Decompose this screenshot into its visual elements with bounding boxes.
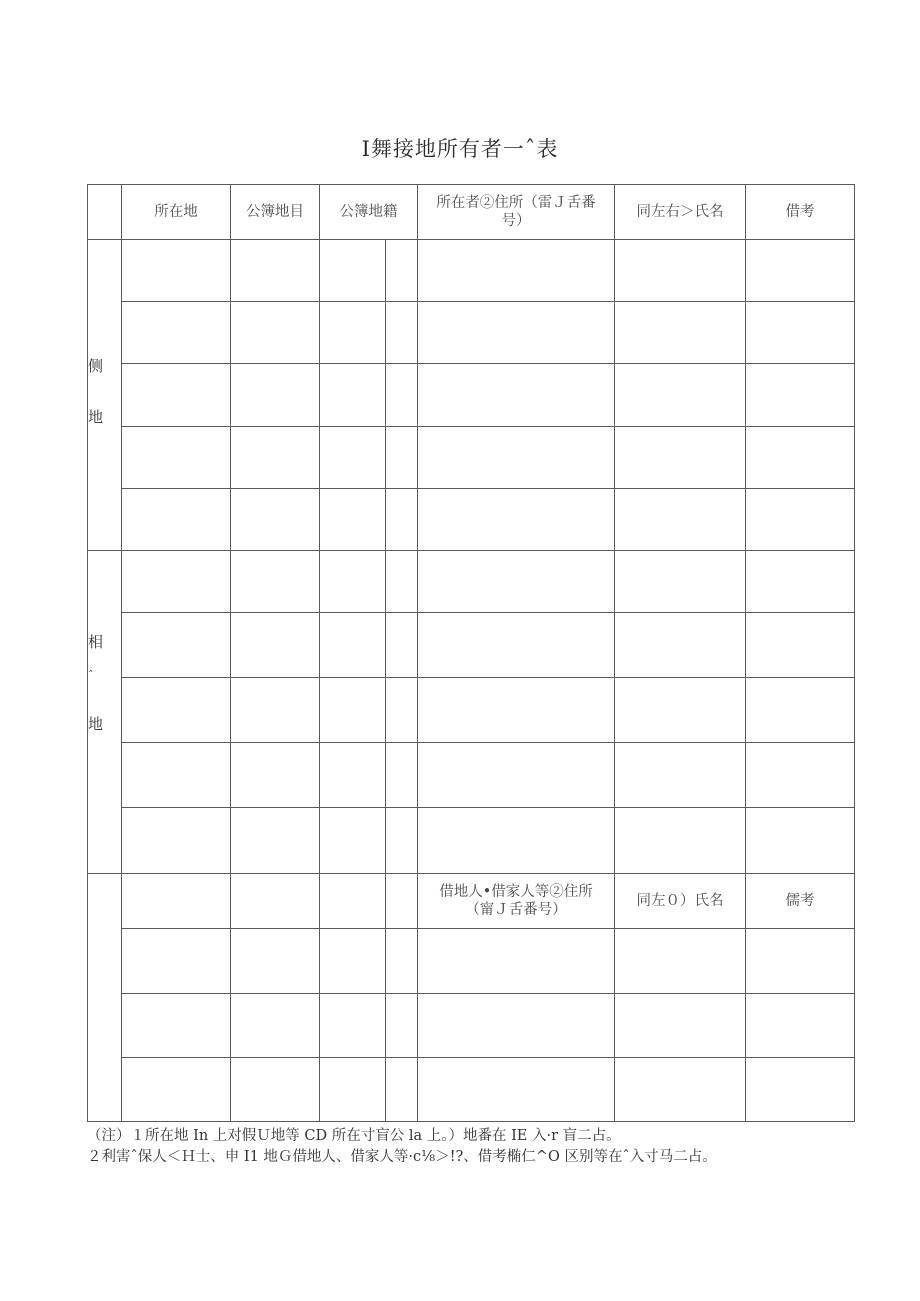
subheader-tenant-address [418,874,615,929]
cell-address[interactable] [418,613,615,678]
table-row [88,743,855,808]
cell-area-sub[interactable] [386,427,418,489]
cell-location[interactable] [122,489,231,551]
cell-remarks[interactable] [746,1058,855,1122]
cell-location[interactable] [122,427,231,489]
cell-area[interactable] [320,994,386,1058]
header-remarks: 借考 [746,185,855,240]
cell-category[interactable] [231,240,320,302]
cell-address[interactable] [418,678,615,743]
cell-category[interactable] [231,427,320,489]
cell-category[interactable] [231,994,320,1058]
cell-category[interactable] [231,364,320,427]
cell-area-sub[interactable] [386,240,418,302]
subheader-tenant-name: 同左０）氏名 [615,874,746,929]
cell-address[interactable] [418,1058,615,1122]
group-label-2 [88,551,122,874]
cell-category[interactable] [231,551,320,613]
cell-address[interactable] [418,364,615,427]
note-line-1: （注）１所在地 In 上对假Ｕ地等 CD 所在寸盲公 la 上。）地番在 IE 入·r 盲二占。 [87,1128,621,1144]
header-owner-name: 同左右＞氏名 [615,185,746,240]
cell-address[interactable] [418,743,615,808]
header-location: 所在地 [122,185,231,240]
cell-name[interactable] [615,613,746,678]
table-row [88,678,855,743]
cell-location[interactable] [122,613,231,678]
cell-remarks[interactable] [746,364,855,427]
header-corner-cell [88,185,122,240]
cell-area[interactable] [320,427,386,489]
group-label-3 [88,874,122,1122]
header-owner-address [418,185,615,240]
group2-char-2: ˆ [88,669,94,682]
table-row [88,489,855,551]
cell-name[interactable] [615,427,746,489]
cell-category[interactable] [231,302,320,364]
cell-remarks[interactable] [746,994,855,1058]
cell-area[interactable] [320,874,386,929]
table-header-row [88,185,855,240]
cell-area-sub[interactable] [386,613,418,678]
cell-area[interactable] [320,743,386,808]
cell-category[interactable] [231,678,320,743]
cell-area[interactable] [320,613,386,678]
note-line-2: ２利害ˆ保人＜Ｈ士、申 I1 地Ｇ借地人、借家人等·c⅛＞!?、借考椭仁^O 区别等在ˆ入寸马二占。 [87,1149,717,1165]
cell-remarks[interactable] [746,551,855,613]
cell-location[interactable] [122,743,231,808]
cell-area-sub[interactable] [386,302,418,364]
cell-location[interactable] [122,240,231,302]
cell-address[interactable] [418,302,615,364]
cell-address[interactable] [418,808,615,874]
cell-remarks[interactable] [746,929,855,994]
cell-area-sub[interactable] [386,364,418,427]
cell-location[interactable] [122,929,231,994]
cell-area-sub[interactable] [386,743,418,808]
group2-char-3: 地 [88,715,104,733]
table-row [88,929,855,994]
cell-area-sub[interactable] [386,994,418,1058]
cell-area-sub[interactable] [386,808,418,874]
cell-name[interactable] [615,551,746,613]
cell-address[interactable] [418,551,615,613]
group2-char-1: 相 [88,633,104,651]
cell-area-sub[interactable] [386,929,418,994]
cell-category[interactable] [231,613,320,678]
cell-location[interactable] [122,994,231,1058]
cell-area[interactable] [320,808,386,874]
cell-location[interactable] [122,1058,231,1122]
cell-name[interactable] [615,302,746,364]
cell-name[interactable] [615,364,746,427]
cell-category[interactable] [231,808,320,874]
cell-address[interactable] [418,929,615,994]
table-row [88,364,855,427]
cell-name[interactable] [615,929,746,994]
group-label-1 [88,240,122,551]
cell-name[interactable] [615,1058,746,1122]
cell-location[interactable] [122,808,231,874]
cell-area[interactable] [320,929,386,994]
table-row [88,302,855,364]
cell-category[interactable] [231,874,320,929]
cell-remarks[interactable] [746,427,855,489]
cell-address[interactable] [418,240,615,302]
cell-category[interactable] [231,929,320,994]
table-row [88,240,855,302]
cell-area[interactable] [320,489,386,551]
table-row [88,613,855,678]
table-row [88,1058,855,1122]
cell-area[interactable] [320,1058,386,1122]
cell-name[interactable] [615,240,746,302]
cell-category[interactable] [231,1058,320,1122]
cell-remarks[interactable] [746,613,855,678]
subheader-remarks: 儒考 [746,874,855,929]
table-row [88,427,855,489]
cell-name[interactable] [615,678,746,743]
group1-char-2: 地 [88,408,104,426]
group1-char-1: 侧 [88,357,104,375]
cell-location[interactable] [122,551,231,613]
table-subheader-row [88,874,855,929]
cell-area-sub[interactable] [386,489,418,551]
cell-area[interactable] [320,364,386,427]
cell-remarks[interactable] [746,240,855,302]
cell-area[interactable] [320,551,386,613]
cell-address[interactable] [418,427,615,489]
cell-remarks[interactable] [746,678,855,743]
table-row [88,994,855,1058]
cell-remarks[interactable] [746,489,855,551]
owners-table [87,184,855,1122]
subheader-tenant-address-line2: （甯Ｊ舌番号） [465,902,567,918]
cell-area[interactable] [320,302,386,364]
cell-remarks[interactable] [746,302,855,364]
page-title: Ⅰ舞接地所有者一ˆ表 [361,137,559,161]
cell-address[interactable] [418,994,615,1058]
cell-area-sub[interactable] [386,551,418,613]
header-owner-address-line1: 所在者②住所（雷Ｊ舌番 [436,195,596,211]
cell-address[interactable] [418,489,615,551]
cell-name[interactable] [615,489,746,551]
cell-location[interactable] [122,874,231,929]
cell-remarks[interactable] [746,743,855,808]
table-row [88,808,855,874]
cell-area-sub[interactable] [386,1058,418,1122]
cell-name[interactable] [615,743,746,808]
cell-name[interactable] [615,808,746,874]
cell-area-sub[interactable] [386,678,418,743]
cell-name[interactable] [615,994,746,1058]
cell-area-sub[interactable] [386,874,418,929]
cell-remarks[interactable] [746,808,855,874]
subheader-tenant-address-line1: 借地人•借家人等②住所 [439,884,593,900]
cell-location[interactable] [122,364,231,427]
cell-category[interactable] [231,743,320,808]
cell-area[interactable] [320,240,386,302]
header-registry-area: 公簿地籍 [320,185,418,240]
cell-location[interactable] [122,302,231,364]
cell-category[interactable] [231,489,320,551]
header-registry-category: 公簿地目 [231,185,320,240]
cell-location[interactable] [122,678,231,743]
header-owner-address-line2: 号） [501,213,531,229]
cell-area[interactable] [320,678,386,743]
table-row [88,551,855,613]
